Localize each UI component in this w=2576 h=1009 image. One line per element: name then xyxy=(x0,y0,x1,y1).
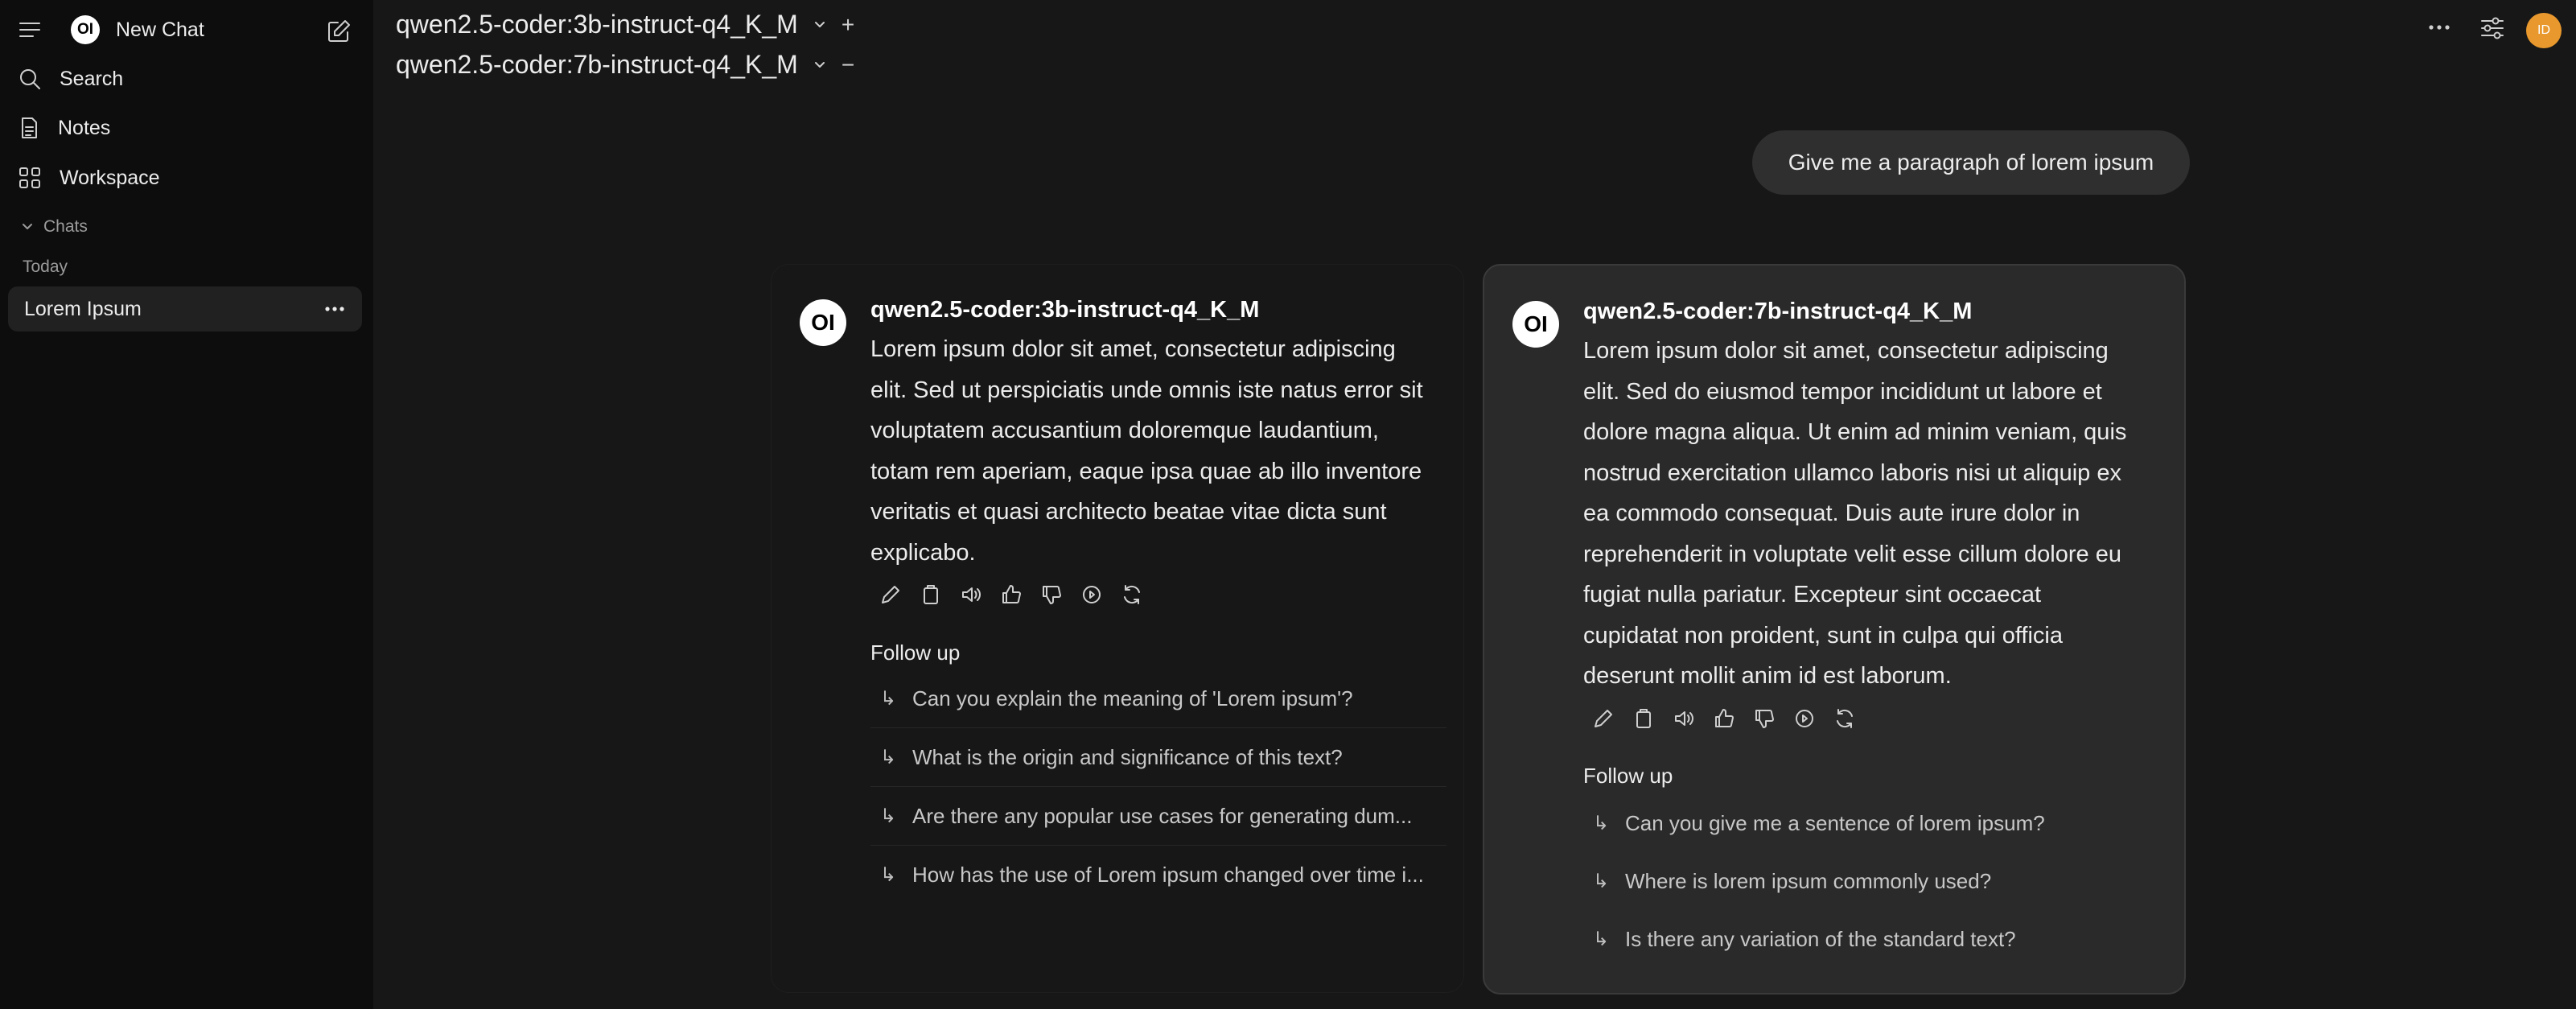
reply-arrow-icon: ↳ xyxy=(1593,812,1610,834)
response-line: explicabo. xyxy=(870,539,976,566)
thumbs-up-icon[interactable] xyxy=(1712,706,1736,731)
response-line: cupidatat non proident, sunt in culpa qui officia xyxy=(1583,622,2063,649)
controls-button[interactable] xyxy=(2479,16,2505,40)
continue-icon[interactable] xyxy=(1080,583,1104,607)
reply-arrow-icon: ↳ xyxy=(880,746,897,768)
response-actions xyxy=(1591,706,1857,731)
read-aloud-icon[interactable] xyxy=(959,583,983,607)
response-model-name: qwen2.5-coder:3b-instruct-q4_K_M xyxy=(870,297,1260,323)
search-nav[interactable] xyxy=(18,67,123,91)
new-chat-button[interactable] xyxy=(325,18,352,45)
response-line: dolore magna aliqua. Ut enim ad minim veniam, quis xyxy=(1583,419,2127,445)
response-model-name: qwen2.5-coder:7b-instruct-q4_K_M xyxy=(1583,299,1973,324)
copy-icon[interactable] xyxy=(919,583,943,607)
chat-options-button[interactable] xyxy=(325,306,344,312)
today-label: Today xyxy=(23,257,68,276)
regenerate-icon[interactable] xyxy=(1120,583,1144,607)
chevron-down-icon[interactable] xyxy=(813,18,827,32)
edit-icon[interactable] xyxy=(1591,706,1615,731)
more-options-button[interactable] xyxy=(2428,24,2450,31)
chevron-down-icon[interactable] xyxy=(813,58,827,72)
thumbs-up-icon[interactable] xyxy=(999,583,1023,607)
user-menu-button[interactable] xyxy=(2526,13,2562,48)
follow-up-text: Are there any popular use cases for generating dum... xyxy=(912,803,1413,828)
remove-model-button[interactable]: − xyxy=(841,51,855,77)
user-message: Give me a paragraph of lorem ipsum xyxy=(1752,130,2190,195)
follow-up-item[interactable] xyxy=(870,846,1446,904)
follow-up-text: Where is lorem ipsum commonly used? xyxy=(1625,868,1992,893)
today-header xyxy=(23,257,68,277)
more-horizontal-icon xyxy=(2428,24,2450,31)
thumbs-down-icon[interactable] xyxy=(1752,706,1776,731)
follow-up-text: Is there any variation of the standard text? xyxy=(1625,926,2016,951)
workspace-icon xyxy=(18,166,42,190)
reply-arrow-icon: ↳ xyxy=(1593,928,1610,950)
sliders-icon xyxy=(2479,16,2505,40)
response-line: voluptatem accusantium doloremque laudantium, xyxy=(870,418,1379,443)
edit-icon[interactable] xyxy=(879,583,903,607)
response-line: Lorem ipsum dolor sit amet, consectetur adipiscing xyxy=(1583,338,2109,364)
follow-up-text: What is the origin and significance of this text? xyxy=(912,744,1343,769)
follow-up-title: Follow up xyxy=(870,640,961,665)
response-line: nostrud exercitation ullamco laboris nisi ut aliquip ex xyxy=(1583,459,2121,486)
response-text xyxy=(870,329,1423,573)
follow-up-text: Can you give me a sentence of lorem ipsum? xyxy=(1625,810,2045,835)
follow-up-list xyxy=(870,669,1446,904)
response-line: deserunt mollit anim id est laborum. xyxy=(1583,663,1952,689)
follow-up-item[interactable] xyxy=(870,669,1446,728)
model-avatar: OI xyxy=(1512,301,1559,348)
continue-icon[interactable] xyxy=(1792,706,1817,731)
response-line: reprehenderit in voluptate velit esse cillum dolore eu xyxy=(1583,541,2121,567)
reply-arrow-icon: ↳ xyxy=(1593,870,1610,892)
response-text xyxy=(1583,331,2126,697)
model-selector-1[interactable] xyxy=(396,10,854,39)
add-model-button[interactable]: + xyxy=(841,11,855,37)
copy-icon[interactable] xyxy=(1632,706,1656,731)
workspace-nav[interactable] xyxy=(18,166,160,190)
sidebar xyxy=(0,0,373,1009)
compose-icon xyxy=(325,18,352,45)
notes-label: Notes xyxy=(58,116,111,139)
notes-nav[interactable] xyxy=(18,116,110,140)
follow-up-item[interactable] xyxy=(1583,910,2146,968)
response-line: fugiat nulla pariatur. Excepteur sint occaecat xyxy=(1583,582,2042,607)
new-chat-link[interactable] xyxy=(71,15,204,44)
chats-header: Chats xyxy=(43,217,88,236)
thumbs-down-icon[interactable] xyxy=(1039,583,1064,607)
follow-up-item[interactable] xyxy=(1583,852,2146,910)
reply-arrow-icon: ↳ xyxy=(880,687,897,710)
reply-arrow-icon: ↳ xyxy=(880,805,897,827)
chat-item[interactable] xyxy=(8,286,362,332)
reply-arrow-icon: ↳ xyxy=(880,863,897,886)
response-line: totam rem aperiam, eaque ipsa quae ab illo inventore xyxy=(870,458,1422,484)
follow-up-text: Can you explain the meaning of 'Lorem ipsum'? xyxy=(912,686,1353,710)
menu-icon xyxy=(18,19,42,40)
regenerate-icon[interactable] xyxy=(1833,706,1857,731)
avatar: ID xyxy=(2526,13,2562,48)
new-chat-label: New Chat xyxy=(116,18,204,41)
follow-up-title: Follow up xyxy=(1583,764,1673,788)
follow-up-item[interactable] xyxy=(870,728,1446,787)
follow-up-list xyxy=(1583,794,2146,968)
chats-section-toggle[interactable] xyxy=(21,217,88,237)
response-line: veritatis et quasi architecto beatae vitae dicta sunt xyxy=(870,499,1387,525)
read-aloud-icon[interactable] xyxy=(1672,706,1696,731)
search-icon xyxy=(18,67,42,91)
toggle-sidebar-button[interactable] xyxy=(18,19,42,40)
model-selector-2[interactable] xyxy=(396,50,854,80)
model-name-1: qwen2.5-coder:3b-instruct-q4_K_M xyxy=(396,10,798,39)
response-line: Lorem ipsum dolor sit amet, consectetur adipiscing xyxy=(870,336,1396,362)
follow-up-item[interactable] xyxy=(1583,794,2146,852)
response-actions xyxy=(879,583,1144,607)
workspace-label: Workspace xyxy=(60,166,160,189)
follow-up-text: How has the use of Lorem ipsum changed over time i... xyxy=(912,862,1424,887)
model-name-2: qwen2.5-coder:7b-instruct-q4_K_M xyxy=(396,50,798,79)
follow-up-item[interactable] xyxy=(870,787,1446,846)
response-line: elit. Sed do eiusmod tempor incididunt ut labore et xyxy=(1583,378,2102,405)
response-line: elit. Sed ut perspiciatis unde omnis iste natus error sit xyxy=(870,377,1423,403)
search-label: Search xyxy=(60,67,124,90)
model-avatar: OI xyxy=(800,299,846,346)
chevron-down-icon xyxy=(21,220,34,233)
response-line: ea commodo consequat. Duis aute irure dolor in xyxy=(1583,500,2080,526)
more-horizontal-icon xyxy=(325,306,344,312)
notes-icon xyxy=(18,116,40,140)
app-logo: OI xyxy=(71,15,100,44)
chat-item-title: Lorem Ipsum xyxy=(24,297,142,320)
